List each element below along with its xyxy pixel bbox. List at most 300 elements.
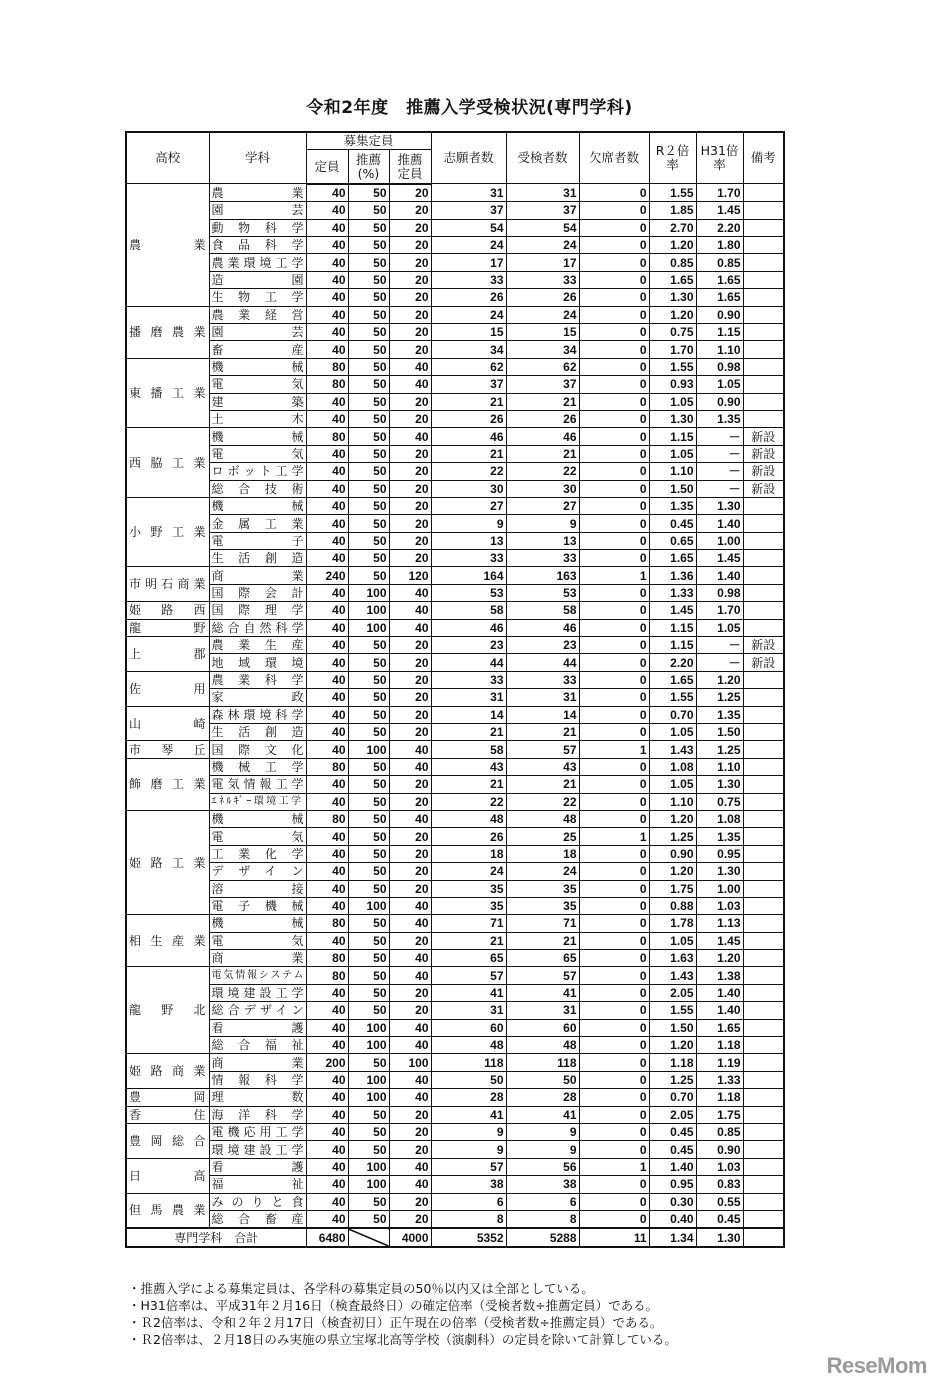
h31-ratio-cell: 0.85 [696, 1123, 743, 1140]
header-applicants: 志願者数 [431, 132, 506, 184]
total-label: 専門学科 合計 [126, 1228, 306, 1246]
footnote: ・Ｒ2倍率は、令和２年２月17日（検査初日）正午現在の倍率（受検者数÷推薦定員）である。 [128, 1315, 663, 1330]
dept-cell: 機械 [209, 915, 306, 932]
notes-cell [743, 497, 784, 514]
dept-cell: 機械 [209, 810, 306, 827]
h31-ratio-cell: 0.83 [696, 1176, 743, 1193]
absentees-cell: 0 [579, 237, 649, 254]
absentees-cell: 0 [579, 480, 649, 497]
h31-ratio-cell: 1.08 [696, 810, 743, 827]
capacity-cell: 80 [306, 915, 348, 932]
examinees-cell: 21 [506, 393, 579, 410]
table-row [126, 271, 784, 288]
rec-capacity-cell: 40 [389, 758, 431, 775]
examinees-cell: 9 [506, 1123, 579, 1140]
absentees-cell: 0 [579, 550, 649, 567]
h31-ratio-cell: 1.13 [696, 915, 743, 932]
h31-ratio-cell: 1.35 [696, 828, 743, 845]
dept-cell: 電気情報工学 [209, 776, 306, 793]
table-row [126, 1176, 784, 1193]
r2-ratio-cell: 2.20 [649, 654, 696, 671]
rec-capacity-cell: 20 [389, 706, 431, 723]
r2-ratio-cell: 0.88 [649, 897, 696, 914]
rec-pct-cell: 50 [348, 654, 389, 671]
notes-cell [743, 289, 784, 306]
capacity-cell: 40 [306, 1037, 348, 1054]
capacity-cell: 240 [306, 567, 348, 584]
h31-ratio-cell: 1.03 [696, 1158, 743, 1175]
examinees-cell: 8 [506, 1210, 579, 1228]
rec-capacity-cell: 40 [389, 1071, 431, 1088]
rec-pct-cell: 50 [348, 358, 389, 375]
dept-cell: 福祉 [209, 1176, 306, 1193]
h31-ratio-cell: 1.75 [696, 1106, 743, 1123]
r2-ratio-cell: 1.05 [649, 932, 696, 949]
rec-pct-cell: 100 [348, 1158, 389, 1175]
capacity-cell: 40 [306, 706, 348, 723]
rec-pct-cell: 50 [348, 428, 389, 445]
dept-cell: 農業環境工学 [209, 254, 306, 271]
dept-cell: 工業化学 [209, 845, 306, 862]
rec-pct-cell: 50 [348, 184, 389, 202]
examinees-cell: 31 [506, 184, 579, 202]
applicants-cell: 9 [431, 515, 506, 532]
absentees-cell: 0 [579, 654, 649, 671]
rec-pct-cell: 50 [348, 1054, 389, 1071]
examinees-cell: 37 [506, 202, 579, 219]
table-row [126, 324, 784, 341]
examinees-cell: 30 [506, 480, 579, 497]
h31-ratio-cell: 1.30 [696, 863, 743, 880]
h31-ratio-cell: 2.20 [696, 219, 743, 236]
dept-cell: 環境建設工学 [209, 1141, 306, 1158]
rec-pct-cell: 50 [348, 758, 389, 775]
applicants-cell: 13 [431, 532, 506, 549]
rec-capacity-cell: 20 [389, 497, 431, 514]
watermark-logo: ReseMom [826, 1353, 927, 1378]
r2-ratio-cell: 1.45 [649, 602, 696, 619]
capacity-cell: 40 [306, 219, 348, 236]
notes-cell [743, 967, 784, 984]
applicants-cell: 31 [431, 184, 506, 202]
table-row [126, 654, 784, 671]
rec-capacity-cell: 20 [389, 254, 431, 271]
rec-capacity-cell: 120 [389, 567, 431, 584]
rec-capacity-cell: 40 [389, 1089, 431, 1106]
applicants-cell: 24 [431, 306, 506, 323]
rec-pct-cell: 50 [348, 915, 389, 932]
rec-pct-cell: 50 [348, 410, 389, 427]
h31-ratio-cell: 1.70 [696, 184, 743, 202]
h31-ratio-cell: 1.18 [696, 1037, 743, 1054]
capacity-cell: 40 [306, 724, 348, 741]
r2-ratio-cell: 0.30 [649, 1193, 696, 1210]
r2-ratio-cell: 1.20 [649, 1037, 696, 1054]
notes-cell [743, 880, 784, 897]
h31-ratio-cell: 1.45 [696, 202, 743, 219]
absentees-cell: 0 [579, 915, 649, 932]
rec-pct-cell: 50 [348, 497, 389, 514]
absentees-cell: 1 [579, 1158, 649, 1175]
notes-cell [743, 741, 784, 758]
dept-cell: 電気 [209, 445, 306, 462]
rec-pct-cell: 50 [348, 306, 389, 323]
table-row [126, 184, 784, 202]
notes-cell [743, 532, 784, 549]
h31-ratio-cell: 1.25 [696, 689, 743, 706]
rec-capacity-cell: 20 [389, 306, 431, 323]
absentees-cell: 0 [579, 584, 649, 601]
applicants-cell: 37 [431, 376, 506, 393]
table-row [126, 480, 784, 497]
dept-cell: 建築 [209, 393, 306, 410]
notes-cell [743, 863, 784, 880]
h31-ratio-cell: 1.19 [696, 1054, 743, 1071]
absentees-cell: 0 [579, 1054, 649, 1071]
absentees-cell: 0 [579, 793, 649, 810]
capacity-cell: 40 [306, 1002, 348, 1019]
school-cell: 姫路商業 [126, 1054, 209, 1089]
h31-ratio-cell: 1.38 [696, 967, 743, 984]
h31-ratio-cell: 1.05 [696, 619, 743, 636]
r2-ratio-cell: 1.20 [649, 306, 696, 323]
notes-cell [743, 984, 784, 1001]
rec-capacity-cell: 20 [389, 793, 431, 810]
table-row [126, 497, 784, 514]
h31-ratio-cell: 1.00 [696, 532, 743, 549]
dept-cell: ロボット工学 [209, 463, 306, 480]
examinees-cell: 58 [506, 602, 579, 619]
notes-cell [743, 1089, 784, 1106]
rec-capacity-cell: 40 [389, 967, 431, 984]
total-absentees: 11 [579, 1228, 649, 1246]
r2-ratio-cell: 1.20 [649, 863, 696, 880]
examinees-cell: 163 [506, 567, 579, 584]
capacity-cell: 40 [306, 1193, 348, 1210]
table-row [126, 358, 784, 375]
r2-ratio-cell: 1.15 [649, 428, 696, 445]
rec-capacity-cell: 20 [389, 184, 431, 202]
h31-ratio-cell: 1.20 [696, 950, 743, 967]
absentees-cell: 0 [579, 984, 649, 1001]
rec-pct-cell: 50 [348, 202, 389, 219]
table-row [126, 463, 784, 480]
dept-cell: 国際文化 [209, 741, 306, 758]
rec-capacity-cell: 20 [389, 445, 431, 462]
rec-capacity-cell: 20 [389, 393, 431, 410]
capacity-cell: 40 [306, 793, 348, 810]
examinees-cell: 17 [506, 254, 579, 271]
capacity-cell: 40 [306, 1071, 348, 1088]
applicants-cell: 24 [431, 863, 506, 880]
rec-capacity-cell: 20 [389, 984, 431, 1001]
absentees-cell: 0 [579, 324, 649, 341]
capacity-cell: 40 [306, 1123, 348, 1140]
absentees-cell: 0 [579, 1037, 649, 1054]
applicants-cell: 31 [431, 689, 506, 706]
rec-pct-cell: 50 [348, 254, 389, 271]
rec-pct-cell: 50 [348, 1106, 389, 1123]
dept-cell: 畜産 [209, 341, 306, 358]
r2-ratio-cell: 1.05 [649, 724, 696, 741]
capacity-cell: 40 [306, 237, 348, 254]
table-row [126, 828, 784, 845]
absentees-cell: 0 [579, 967, 649, 984]
applicants-cell: 22 [431, 793, 506, 810]
rec-pct-cell: 100 [348, 619, 389, 636]
table-row [126, 1123, 784, 1140]
school-cell: 農 業 [126, 184, 209, 306]
examinees-cell: 28 [506, 1089, 579, 1106]
rec-pct-cell: 50 [348, 463, 389, 480]
table-row [126, 1106, 784, 1123]
applicants-cell: 9 [431, 1123, 506, 1140]
applicants-cell: 53 [431, 584, 506, 601]
dept-cell: 電子機械 [209, 897, 306, 914]
rec-pct-cell: 100 [348, 602, 389, 619]
examinees-cell: 118 [506, 1054, 579, 1071]
school-cell: 豊岡 [126, 1089, 209, 1106]
dept-cell: 食品科学 [209, 237, 306, 254]
r2-ratio-cell: 1.15 [649, 637, 696, 654]
r2-ratio-cell: 1.25 [649, 1071, 696, 1088]
applicants-cell: 46 [431, 428, 506, 445]
dept-cell: 農業経営 [209, 306, 306, 323]
rec-capacity-cell: 40 [389, 376, 431, 393]
notes-cell [743, 689, 784, 706]
rec-capacity-cell: 20 [389, 463, 431, 480]
dept-cell: 生物工学 [209, 289, 306, 306]
rec-capacity-cell: 20 [389, 324, 431, 341]
h31-ratio-cell: 0.90 [696, 393, 743, 410]
school-cell: 姫路西 [126, 602, 209, 619]
school-cell: 市明石商業 [126, 567, 209, 602]
absentees-cell: 0 [579, 532, 649, 549]
table-row [126, 810, 784, 827]
table-row [126, 950, 784, 967]
table-row [126, 1141, 784, 1158]
total-h31-ratio: 1.30 [696, 1228, 743, 1246]
capacity-cell: 40 [306, 863, 348, 880]
notes-cell [743, 567, 784, 584]
examinees-cell: 33 [506, 271, 579, 288]
h31-ratio-cell: 0.95 [696, 845, 743, 862]
notes-cell [743, 845, 784, 862]
r2-ratio-cell: 1.35 [649, 497, 696, 514]
table-row [126, 410, 784, 427]
applicants-cell: 30 [431, 480, 506, 497]
table-row [126, 202, 784, 219]
absentees-cell: 0 [579, 880, 649, 897]
examinees-cell: 21 [506, 776, 579, 793]
capacity-cell: 40 [306, 671, 348, 688]
rec-capacity-cell: 20 [389, 637, 431, 654]
r2-ratio-cell: 2.70 [649, 219, 696, 236]
page-title: 令和2年度 推薦入学受検状況(専門学科) [306, 98, 633, 118]
capacity-cell: 40 [306, 254, 348, 271]
applicants-cell: 17 [431, 254, 506, 271]
capacity-cell: 80 [306, 810, 348, 827]
r2-ratio-cell: 1.55 [649, 358, 696, 375]
rec-pct-cell: 50 [348, 567, 389, 584]
school-cell: 播磨農業 [126, 306, 209, 358]
capacity-cell: 40 [306, 776, 348, 793]
h31-ratio-cell: 1.03 [696, 897, 743, 914]
rec-capacity-cell: 20 [389, 671, 431, 688]
table-body [126, 184, 784, 1247]
table-row [126, 237, 784, 254]
examinees-cell: 65 [506, 950, 579, 967]
rec-capacity-cell: 20 [389, 1210, 431, 1228]
table-row [126, 1210, 784, 1228]
table-row [126, 689, 784, 706]
notes-cell [743, 376, 784, 393]
absentees-cell: 0 [579, 1210, 649, 1228]
school-cell: 豊岡総合 [126, 1123, 209, 1158]
examinees-cell: 46 [506, 619, 579, 636]
r2-ratio-cell: 1.08 [649, 758, 696, 775]
rec-pct-cell: 50 [348, 950, 389, 967]
notes-cell [743, 1054, 784, 1071]
notes-cell [743, 271, 784, 288]
notes-cell [743, 724, 784, 741]
notes-cell [743, 202, 784, 219]
applicants-cell: 71 [431, 915, 506, 932]
applicants-cell: 21 [431, 724, 506, 741]
r2-ratio-cell: 1.43 [649, 741, 696, 758]
dept-cell: 機械 [209, 358, 306, 375]
table-row [126, 428, 784, 445]
notes-cell: 新設 [743, 480, 784, 497]
header-rec-pct: 推薦(%) [348, 150, 389, 184]
h31-ratio-cell: － [696, 463, 743, 480]
r2-ratio-cell: 0.45 [649, 1123, 696, 1140]
table-row [126, 1002, 784, 1019]
dept-cell: 機械 [209, 497, 306, 514]
rec-pct-cell: 100 [348, 1176, 389, 1193]
rec-pct-cell: 50 [348, 1210, 389, 1228]
h31-ratio-cell: 1.65 [696, 289, 743, 306]
rec-capacity-cell: 40 [389, 1176, 431, 1193]
capacity-cell: 40 [306, 271, 348, 288]
applicants-cell: 60 [431, 1019, 506, 1036]
rec-capacity-cell: 20 [389, 341, 431, 358]
notes-cell [743, 793, 784, 810]
notes-cell [743, 706, 784, 723]
footnotes [128, 1280, 677, 1348]
examinees-cell: 9 [506, 1141, 579, 1158]
capacity-cell: 40 [306, 515, 348, 532]
applicants-cell: 21 [431, 393, 506, 410]
school-cell: 小野工業 [126, 497, 209, 567]
table-row [126, 671, 784, 688]
rec-pct-cell: 50 [348, 967, 389, 984]
rec-capacity-cell: 20 [389, 932, 431, 949]
h31-ratio-cell: 0.45 [696, 1210, 743, 1228]
examinees-cell: 50 [506, 1071, 579, 1088]
absentees-cell: 0 [579, 845, 649, 862]
r2-ratio-cell: 0.70 [649, 1089, 696, 1106]
rec-capacity-cell: 20 [389, 237, 431, 254]
dept-cell: 理数 [209, 1089, 306, 1106]
school-cell: 日高 [126, 1158, 209, 1193]
capacity-cell: 80 [306, 428, 348, 445]
notes-cell [743, 550, 784, 567]
capacity-cell: 200 [306, 1054, 348, 1071]
capacity-cell: 40 [306, 550, 348, 567]
rec-capacity-cell: 40 [389, 1158, 431, 1175]
absentees-cell: 0 [579, 602, 649, 619]
rec-pct-cell: 50 [348, 550, 389, 567]
examinees-cell: 26 [506, 410, 579, 427]
applicants-cell: 26 [431, 410, 506, 427]
total-capacity: 6480 [306, 1228, 348, 1246]
dept-cell: 総合畜産 [209, 1210, 306, 1228]
absentees-cell: 0 [579, 758, 649, 775]
r2-ratio-cell: 2.05 [649, 984, 696, 1001]
examinees-cell: 53 [506, 584, 579, 601]
absentees-cell: 1 [579, 828, 649, 845]
h31-ratio-cell: 1.40 [696, 1002, 743, 1019]
h31-ratio-cell: 0.85 [696, 254, 743, 271]
school-cell: 東播工業 [126, 358, 209, 428]
rec-pct-cell: 50 [348, 445, 389, 462]
h31-ratio-cell: 1.30 [696, 497, 743, 514]
footnote: ・Ｒ2倍率は、２月18日のみ実施の県立宝塚北高等学校（演劇科）の定員を除いて計算している。 [128, 1332, 677, 1347]
applicants-cell: 48 [431, 810, 506, 827]
absentees-cell: 0 [579, 810, 649, 827]
total-row [126, 1228, 784, 1246]
applicants-cell: 26 [431, 289, 506, 306]
capacity-cell: 40 [306, 445, 348, 462]
table-row [126, 758, 784, 775]
rec-capacity-cell: 20 [389, 1123, 431, 1140]
dept-cell: 機械工学 [209, 758, 306, 775]
h31-ratio-cell: 1.25 [696, 741, 743, 758]
rec-pct-cell: 50 [348, 828, 389, 845]
h31-ratio-cell: 0.98 [696, 584, 743, 601]
absentees-cell: 0 [579, 445, 649, 462]
applicants-cell: 65 [431, 950, 506, 967]
rec-pct-cell: 50 [348, 289, 389, 306]
examinees-cell: 60 [506, 1019, 579, 1036]
notes-cell [743, 950, 784, 967]
dept-cell: 環境建設工学 [209, 984, 306, 1001]
header-r2-ratio: R２倍率 [649, 132, 696, 184]
absentees-cell: 0 [579, 724, 649, 741]
capacity-cell: 40 [306, 1158, 348, 1175]
rec-pct-cell: 50 [348, 845, 389, 862]
table-row [126, 584, 784, 601]
applicants-cell: 33 [431, 550, 506, 567]
examinees-cell: 31 [506, 689, 579, 706]
school-cell: 飾磨工業 [126, 758, 209, 810]
r2-ratio-cell: 0.85 [649, 254, 696, 271]
h31-ratio-cell: 1.45 [696, 550, 743, 567]
rec-capacity-cell: 20 [389, 880, 431, 897]
total-rec-pct [348, 1228, 389, 1246]
examinees-cell: 37 [506, 376, 579, 393]
capacity-cell: 40 [306, 202, 348, 219]
r2-ratio-cell: 0.40 [649, 1210, 696, 1228]
r2-ratio-cell: 1.05 [649, 445, 696, 462]
header-examinees: 受検者数 [506, 132, 579, 184]
capacity-cell: 40 [306, 463, 348, 480]
rec-pct-cell: 50 [348, 237, 389, 254]
rec-capacity-cell: 20 [389, 289, 431, 306]
examinees-cell: 43 [506, 758, 579, 775]
notes-cell: 新設 [743, 445, 784, 462]
